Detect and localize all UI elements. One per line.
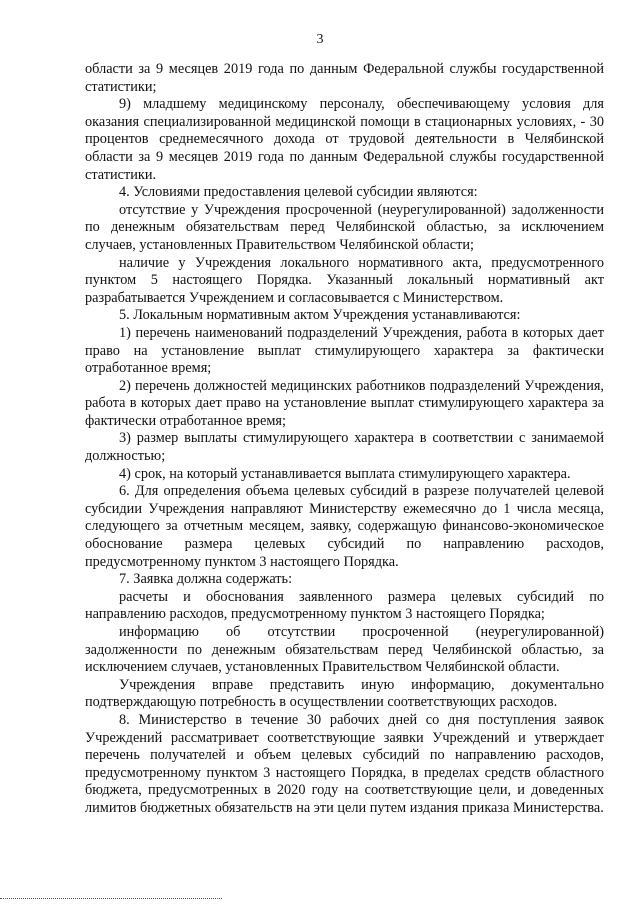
- paragraph: 5. Локальным нормативным актом Учреждения устанавливаются:: [119, 307, 521, 324]
- paragraph: 8. Министерство в течение 30 рабочих дней со дня поступления заявок Учреждений рассматривает соответствующие заявки Учреждений и утверждает перечень получателей и объем целевых субсидий по направлению расходов, предусмотренному пунктом 3 настоящего Порядка, в пределах средств областного бюджета, предусмотренных в 2020 году на соответствующие цели, и доведенных лимитов бюджетных обязательств на эти цели путем издания приказа Министерства.: [85, 711, 604, 816]
- paragraph: 4) срок, на который устанавливается выплата стимулирующего характера.: [119, 465, 571, 482]
- paragraph: 7. Заявка должна содержать:: [119, 571, 293, 588]
- footer-divider: [0, 898, 222, 899]
- paragraph: 6. Для определения объема целевых субсидий в разрезе получателей целевой субсидии Учреждения направляют Министерству ежемесячно до 1 числа месяца, следующего за отчетным месяцем, заявку, содержащую финансово-экономическое обоснование размера целевых субсидий по направлению расходов, предусмотренному пунктом 3 настоящего Порядка.: [85, 483, 604, 570]
- paragraph: Учреждения вправе представить иную информацию, документально подтверждающую потребность в осуществлении соответствующих расходов.: [85, 676, 604, 711]
- paragraph: 1) перечень наименований подразделений Учреждения, работа в которых дает право на установление выплат стимулирующего характера за фактически отработанное время;: [85, 324, 604, 377]
- paragraph: расчеты и обоснования заявленного размера целевых субсидий по направлению расходов, предусмотренному пунктом 3 настоящего Порядка;: [85, 588, 604, 623]
- paragraph: 9) младшему медицинскому персоналу, обеспечивающему условия для оказания специализированной медицинской помощи в стационарных условиях, - 30 процентов среднемесячного дохода от трудовой деятельности в Челябинской области за 9 месяцев 2019 года по данным Федеральной службы государственной статистики.: [85, 96, 604, 183]
- paragraph: области за 9 месяцев 2019 года по данным Федеральной службы государственной статистики;: [85, 61, 604, 95]
- paragraph: 2) перечень должностей медицинских работников подразделений Учреждения, работа в которых дает право на установление выплат стимулирующего характера за фактически отработанное время;: [85, 377, 604, 429]
- page-number: 3: [316, 32, 324, 47]
- paragraph: информацию об отсутствии просроченной (неурегулированной) задолженности по денежным обязательствам перед Челябинской областью, за исключением случаев, установленных Правительством Челябинской области.: [85, 624, 604, 676]
- paragraph: 3) размер выплаты стимулирующего характера в соответствии с занимаемой должностью;: [85, 430, 604, 465]
- paragraph: наличие у Учреждения локального нормативного акта, предусмотренного пунктом 5 настоящего Порядка. Указанный локальный нормативный акт разрабатывается Учреждением и согласовывается с Министерством.: [85, 254, 604, 306]
- paragraph: 4. Условиями предоставления целевой субсидии являются:: [119, 184, 478, 201]
- document-text: [85, 61, 604, 818]
- paragraph: отсутствие у Учреждения просроченной (неурегулированной) задолженности по денежным обязательствам перед Челябинской областью, за исключением случаев, установленных Правительством Челябинской области;: [85, 201, 604, 253]
